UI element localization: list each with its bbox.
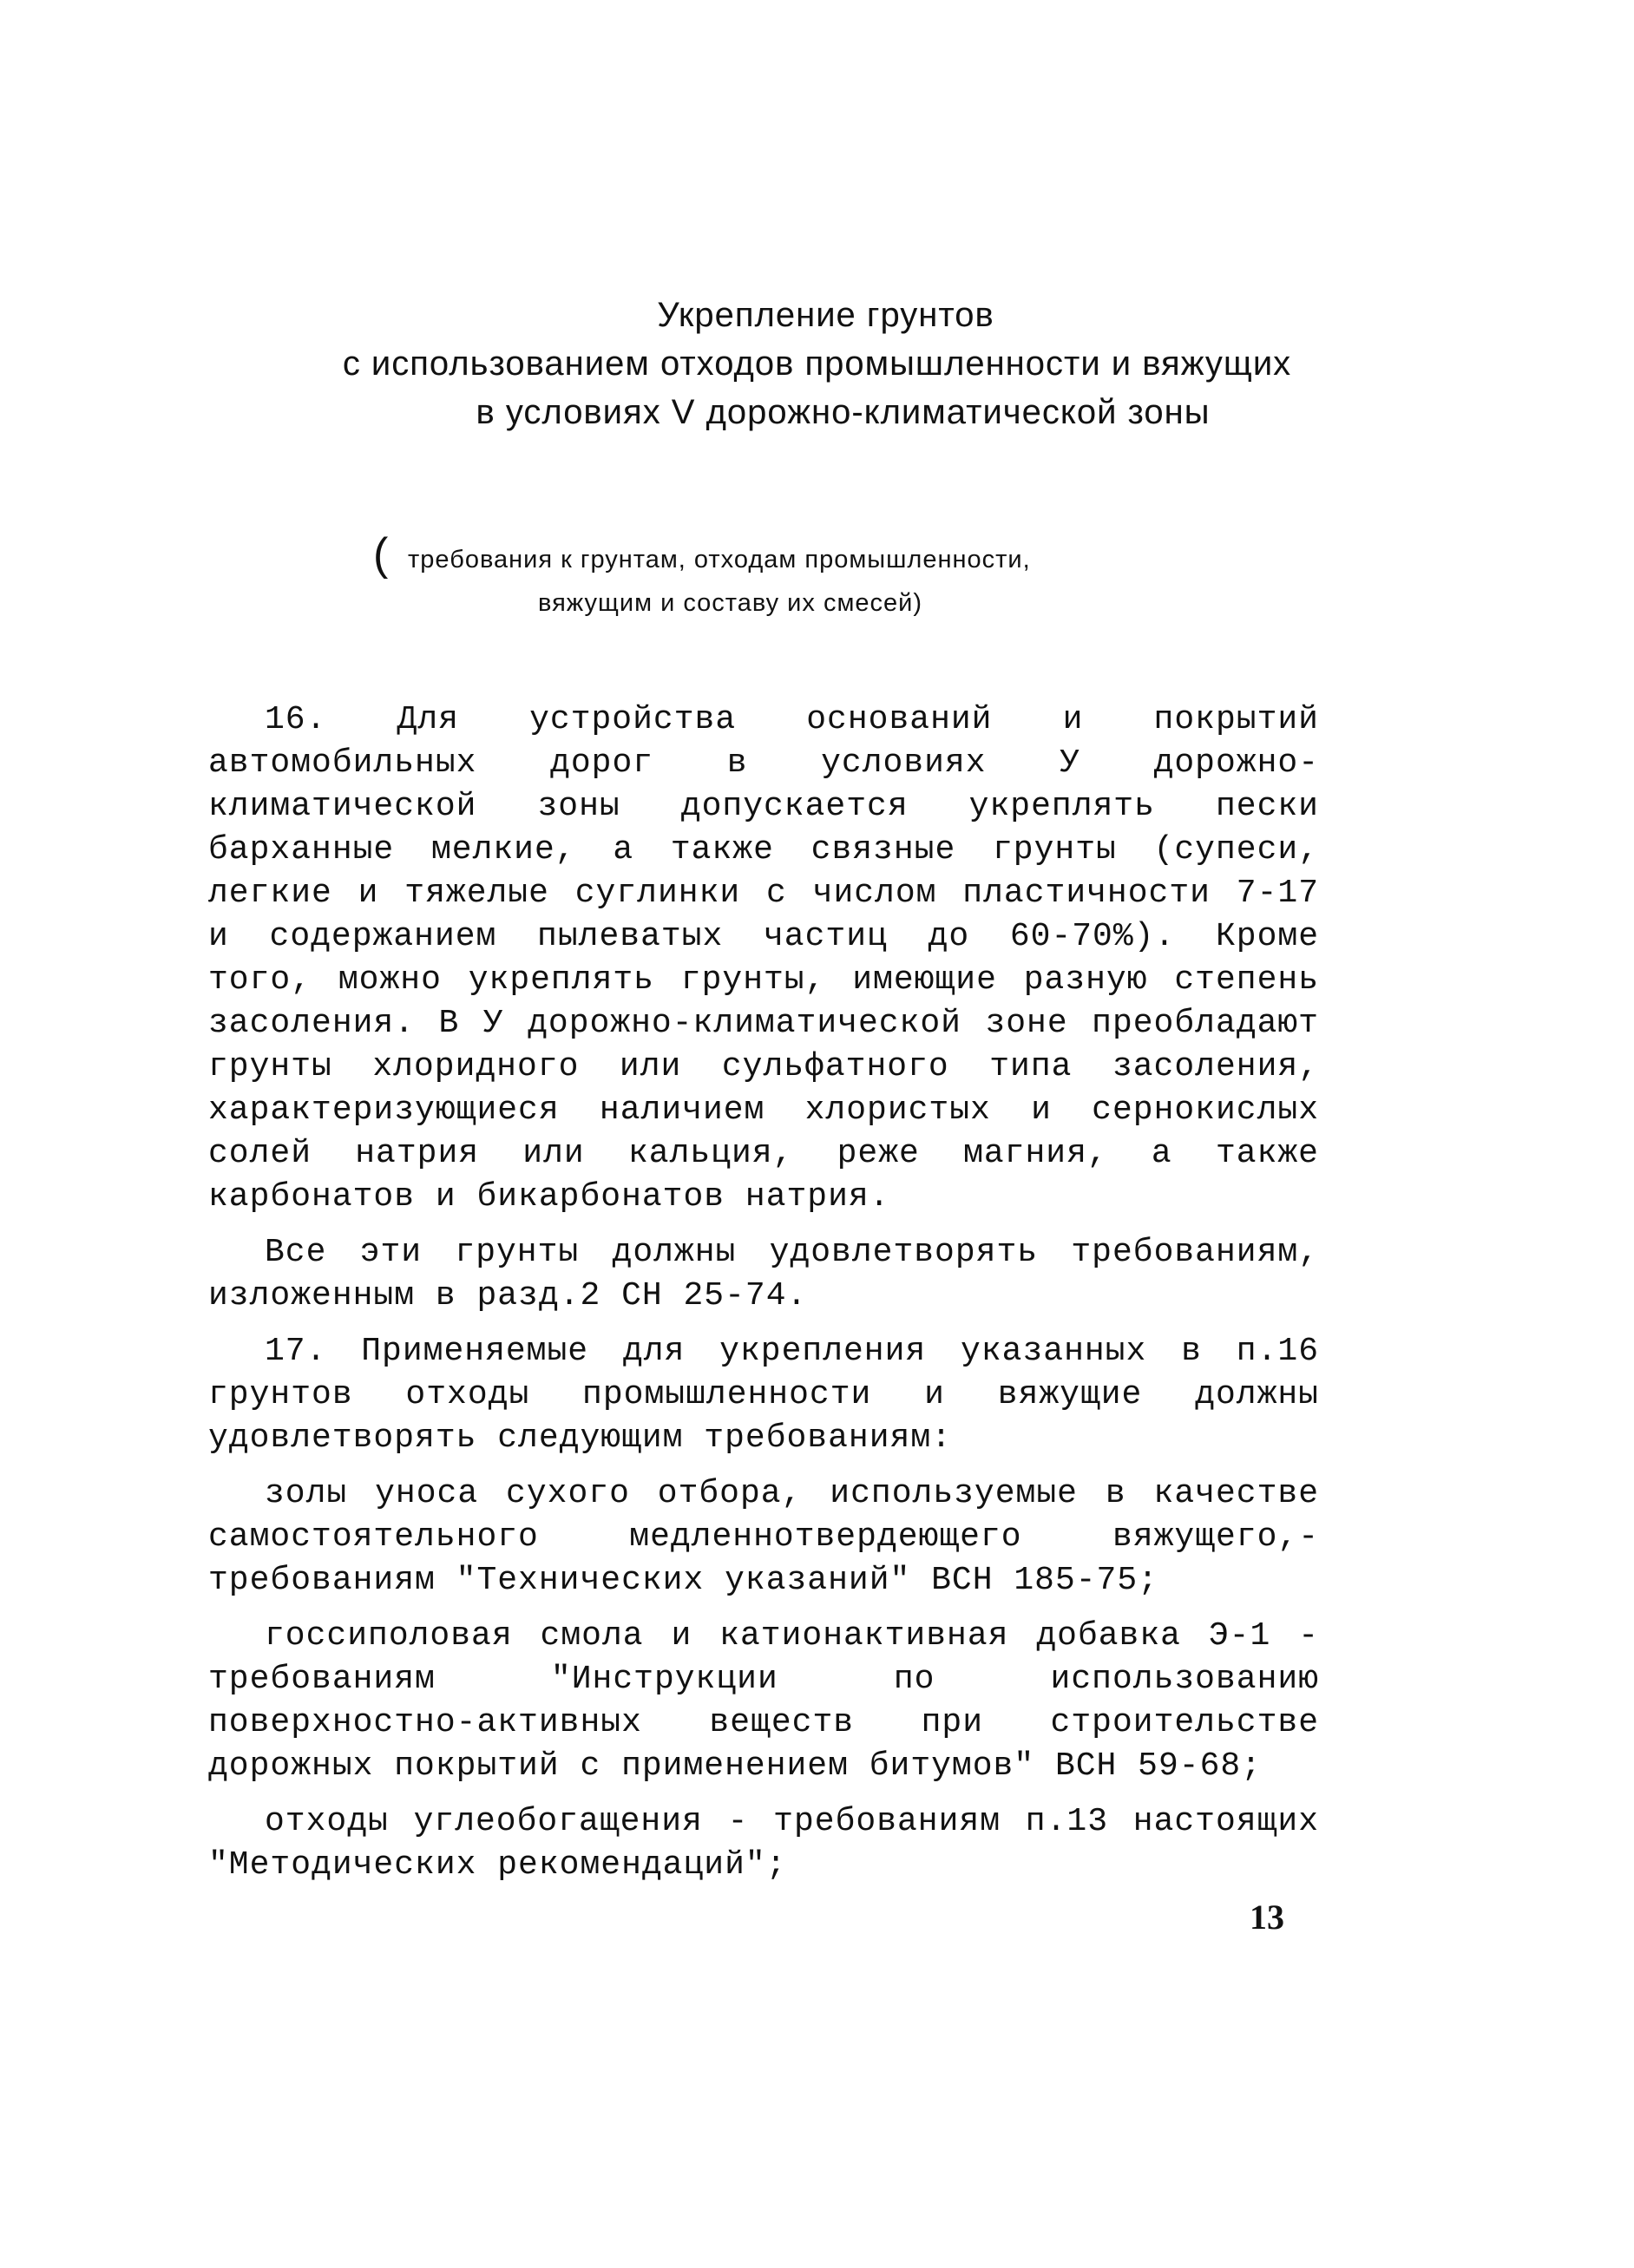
heading-line-2: с использованием отходов промышленности и вяжущих xyxy=(342,344,1292,383)
list-item-coal-waste: отходы углеобогащения - требованиям п.13 настоящих "Методических рекомендаций"; xyxy=(208,1803,1319,1884)
heading-line-3: в условиях V дорожно-климатической зоны xyxy=(476,393,1211,431)
paragraph-16: 16. Для устройства оснований и покрытий автомобильных дорог в условиях У дорожно-климатической зоны допускается укреплять пески барханные мелкие, а также связные грунты (супеси, легкие и тяжелые суглинки с числом пластичности 7-17 и содержанием пылеватых частиц до 60-70%). Кроме того, можно укреплять грунты, имеющие разную степень засоления. В У дорожно-климатической зоне преобладают грунты хлоридного или сульфатного типа засоления, характеризующиеся наличием хлористых и сернокислых солей натрия или кальция, реже магния, а также карбонатов и бикарбонатов натрия. xyxy=(208,701,1319,1216)
subtitle-line-2: вяжущим и составу их смесей) xyxy=(538,589,922,617)
paragraph-17: 17. Применяемые для укрепления указанных в п.16 грунтов отходы промышленности и вяжущие должны удовлетворять следующим требованиям: xyxy=(208,1333,1319,1457)
page-number: 13 xyxy=(1250,1898,1284,1937)
subtitle-open-paren: ( xyxy=(373,529,390,580)
subtitle-line-1: требования к грунтам, отходам промышленности, xyxy=(408,546,1031,574)
section-heading xyxy=(174,291,1460,436)
section-subtitle xyxy=(373,529,1241,625)
heading-line-1: Укрепление грунтов xyxy=(657,296,994,334)
paragraph-requirements: Все эти грунты должны удовлетворять требованиям, изложенным в разд.2 СН 25-74. xyxy=(208,1234,1319,1314)
body-text xyxy=(208,698,1319,1899)
list-item-fly-ash: золы уноса сухого отбора, используемые в качестве самостоятельного медленнотвердеющего вяжущего,- требованиям "Технических указаний" ВСН 185-75; xyxy=(208,1475,1319,1599)
list-item-gossypol-resin: госсиполовая смола и катионактивная добавка Э-1 - требованиям "Инструкции по использованию поверхностно-активных веществ при строительстве дорожных покрытий с применением битумов" ВСН 59-68; xyxy=(208,1617,1319,1785)
